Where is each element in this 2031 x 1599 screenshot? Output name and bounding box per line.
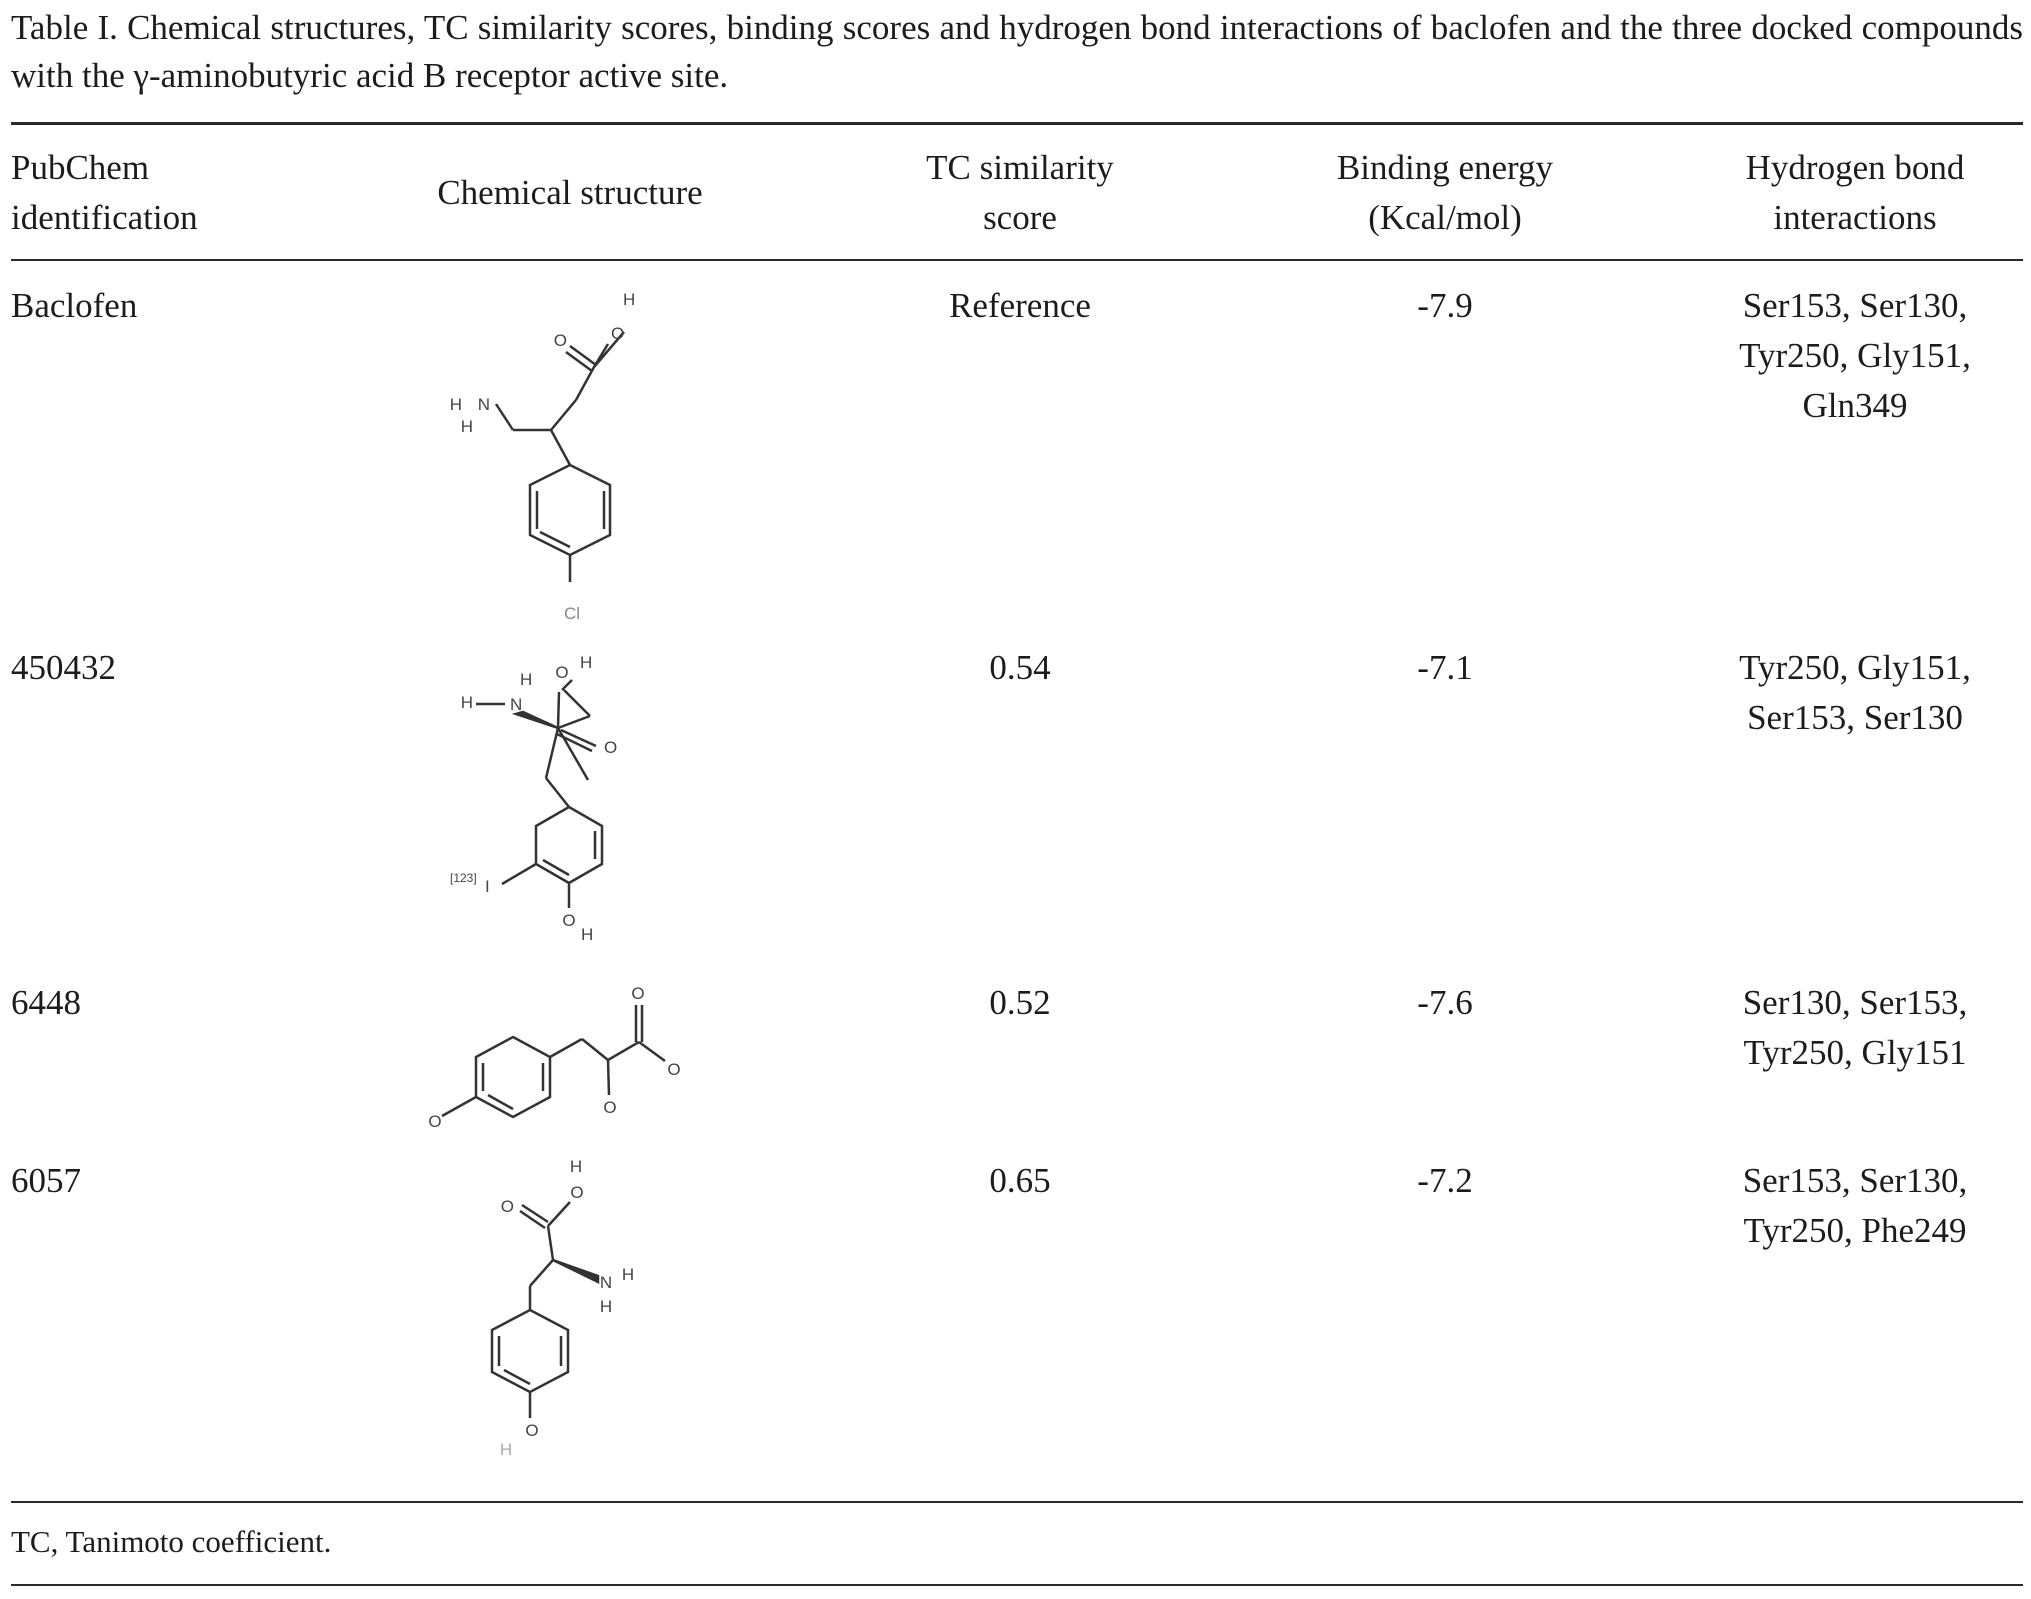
atom-label: O <box>603 1098 617 1117</box>
compound-6057-structure <box>450 1150 700 1500</box>
header-rule <box>11 259 2023 261</box>
header-chemical-structure: Chemical structure <box>437 173 703 212</box>
body-bottom-rule <box>11 1501 2023 1503</box>
hbond-line: Tyr250, Gly151, <box>1739 648 1971 687</box>
atom-label: O <box>525 1421 539 1440</box>
top-rule <box>11 122 2023 125</box>
atom-label: H <box>621 1265 635 1284</box>
atom-label: O <box>631 984 645 1003</box>
atom-label: H <box>599 1297 613 1316</box>
atom-label: N <box>599 1273 613 1292</box>
atom-label: H <box>520 670 533 689</box>
atom-label: O <box>428 1112 442 1131</box>
row-6448-hbonds <box>1690 978 2020 1078</box>
compound-450432-structure <box>440 650 700 960</box>
hbond-line: Ser153, Ser130, <box>1742 286 1968 325</box>
header-tc-line1: TC similarity <box>926 148 1114 187</box>
header-be-line1: Binding energy <box>1336 148 1554 187</box>
atom-label: H <box>449 395 462 414</box>
row-6057-energy: -7.2 <box>1417 1161 1473 1200</box>
header-hb-line1: Hydrogen bond <box>1745 148 1965 187</box>
row-6448-id: 6448 <box>11 983 81 1022</box>
row-450432-hbonds <box>1690 643 2020 743</box>
atom-label: H <box>623 290 636 309</box>
atom-label: H <box>580 653 593 672</box>
row-450432-id: 450432 <box>11 648 116 687</box>
table-caption: Table I. Chemical structures, TC similarity scores, binding scores and hydrogen bond interactions of baclofen and the three docked compounds with the γ-aminobutyric acid B receptor active site. <box>11 8 2023 95</box>
hbond-line: Tyr250, Phe249 <box>1743 1211 1967 1250</box>
row-6057-id: 6057 <box>11 1161 81 1200</box>
atom-label: O <box>562 911 576 930</box>
row-baclofen-hbonds <box>1690 281 2020 431</box>
hbond-line: Tyr250, Gly151 <box>1743 1033 1967 1072</box>
atom-label: N <box>477 395 490 414</box>
row-baclofen-id: Baclofen <box>11 286 138 325</box>
atom-label: O <box>611 324 625 343</box>
atom-label: O <box>570 1183 584 1202</box>
hbond-line: Tyr250, Gly151, <box>1739 336 1971 375</box>
compound-6448-structure <box>410 975 720 1145</box>
atom-label: H <box>569 1157 583 1176</box>
header-be-line2: (Kcal/mol) <box>1368 198 1522 237</box>
header-hb-line2: interactions <box>1773 198 1937 237</box>
header-pubchem-id-line2: identification <box>11 198 198 237</box>
row-6057-tc: 0.65 <box>989 1161 1051 1200</box>
row-450432-tc: 0.54 <box>989 648 1051 687</box>
hbond-line: Ser130, Ser153, <box>1742 983 1968 1022</box>
atom-label: H <box>460 417 473 436</box>
row-baclofen-tc: Reference <box>949 286 1091 325</box>
baclofen-structure <box>440 280 700 640</box>
row-6448-energy: -7.6 <box>1417 983 1473 1022</box>
row-450432-energy: -7.1 <box>1417 648 1473 687</box>
atom-label: H <box>460 693 473 712</box>
table-footnote: TC, Tanimoto coefficient. <box>11 1524 332 1559</box>
atom-label: O <box>555 663 569 682</box>
hbond-line: Ser153, Ser130, <box>1742 1161 1968 1200</box>
atom-label: H <box>581 925 594 944</box>
atom-label: [123] <box>450 871 477 885</box>
atom-label: O <box>500 1197 514 1216</box>
header-hydrogen-bonds <box>1690 143 2020 243</box>
footnote-rule <box>11 1584 2023 1586</box>
header-pubchem-id <box>11 143 198 243</box>
atom-label: O <box>667 1060 681 1079</box>
header-binding-energy <box>1290 143 1600 243</box>
atom-label: O <box>553 331 567 350</box>
atom-label: I <box>485 877 490 896</box>
header-tc-line2: score <box>983 198 1057 237</box>
atom-label: O <box>604 738 618 757</box>
atom-label: N <box>510 695 523 714</box>
row-6057-hbonds <box>1690 1156 2020 1256</box>
header-tc-score <box>895 143 1145 243</box>
atom-label: Cl <box>563 604 581 623</box>
hbond-line: Gln349 <box>1802 386 1908 425</box>
header-pubchem-id-line1: PubChem <box>11 148 150 187</box>
hbond-line: Ser153, Ser130 <box>1747 698 1963 737</box>
atom-label: H <box>499 1440 513 1459</box>
row-6448-tc: 0.52 <box>989 983 1051 1022</box>
row-baclofen-energy: -7.9 <box>1417 286 1473 325</box>
